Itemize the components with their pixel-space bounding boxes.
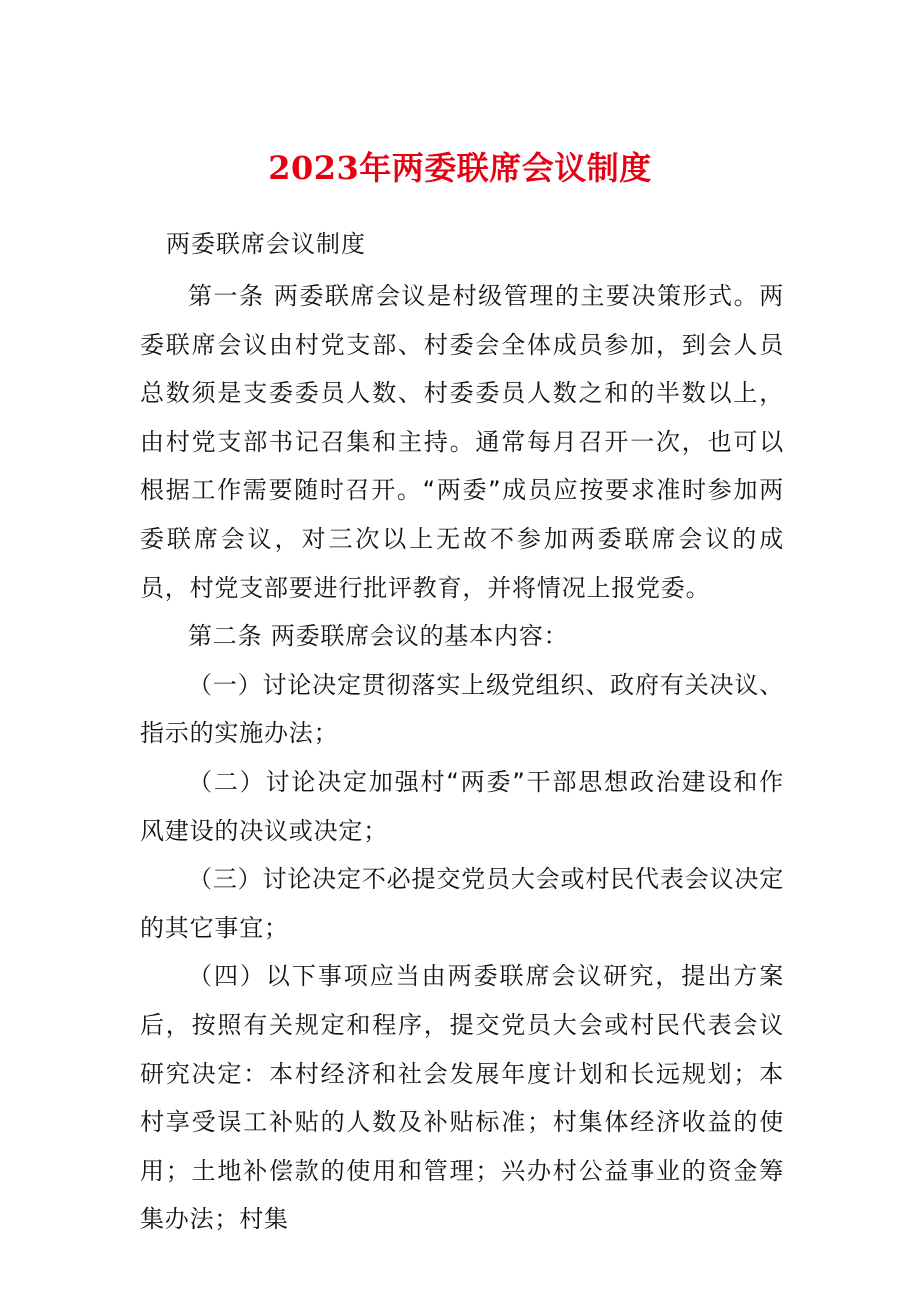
paragraph-item-3: （三）讨论决定不必提交党员大会或村民代表会议决定的其它事宜； [140, 865, 784, 942]
paragraph-article-2: 第二条 两委联席会议的基本内容： [188, 622, 569, 651]
document-title: 2023年两委联席会议制度 [268, 149, 652, 187]
document-body [140, 272, 784, 1244]
paragraph-item-4: （四）以下事项应当由两委联席会议研究，提出方案后，按照有关规定和程序，提交党员大会或村民代表会议研究决定：本村经济和社会发展年度计划和长远规划；本村享受误工补贴的人数及补贴标准；村集体经济收益的使用；土地补偿款的使用和管理；兴办村公益事业的资金筹集办法；村集 [140, 962, 784, 1234]
paragraph-item-1: （一）讨论决定贯彻落实上级党组织、政府有关决议、指示的实施办法； [140, 670, 784, 748]
paragraph-article-1: 第一条 两委联席会议是村级管理的主要决策形式。两委联席会议由村党支部、村委会全体成员参加，到会人员总数须是支委委员人数、村委委员人数之和的半数以上，由村党支部书记召集和主持。通常每月召开一次，也可以根据工作需要随时召开。“两委”成员应按要求准时参加两委联席会议，对三次以上无故不参加两委联席会议的成员，村党支部要进行批评教育，并将情况上报党委。 [140, 282, 784, 602]
paragraph-item-2: （二）讨论决定加强村“两委”干部思想政治建设和作风建设的决议或决定； [140, 767, 784, 845]
document-subtitle: 两委联席会议制度 [166, 230, 366, 258]
